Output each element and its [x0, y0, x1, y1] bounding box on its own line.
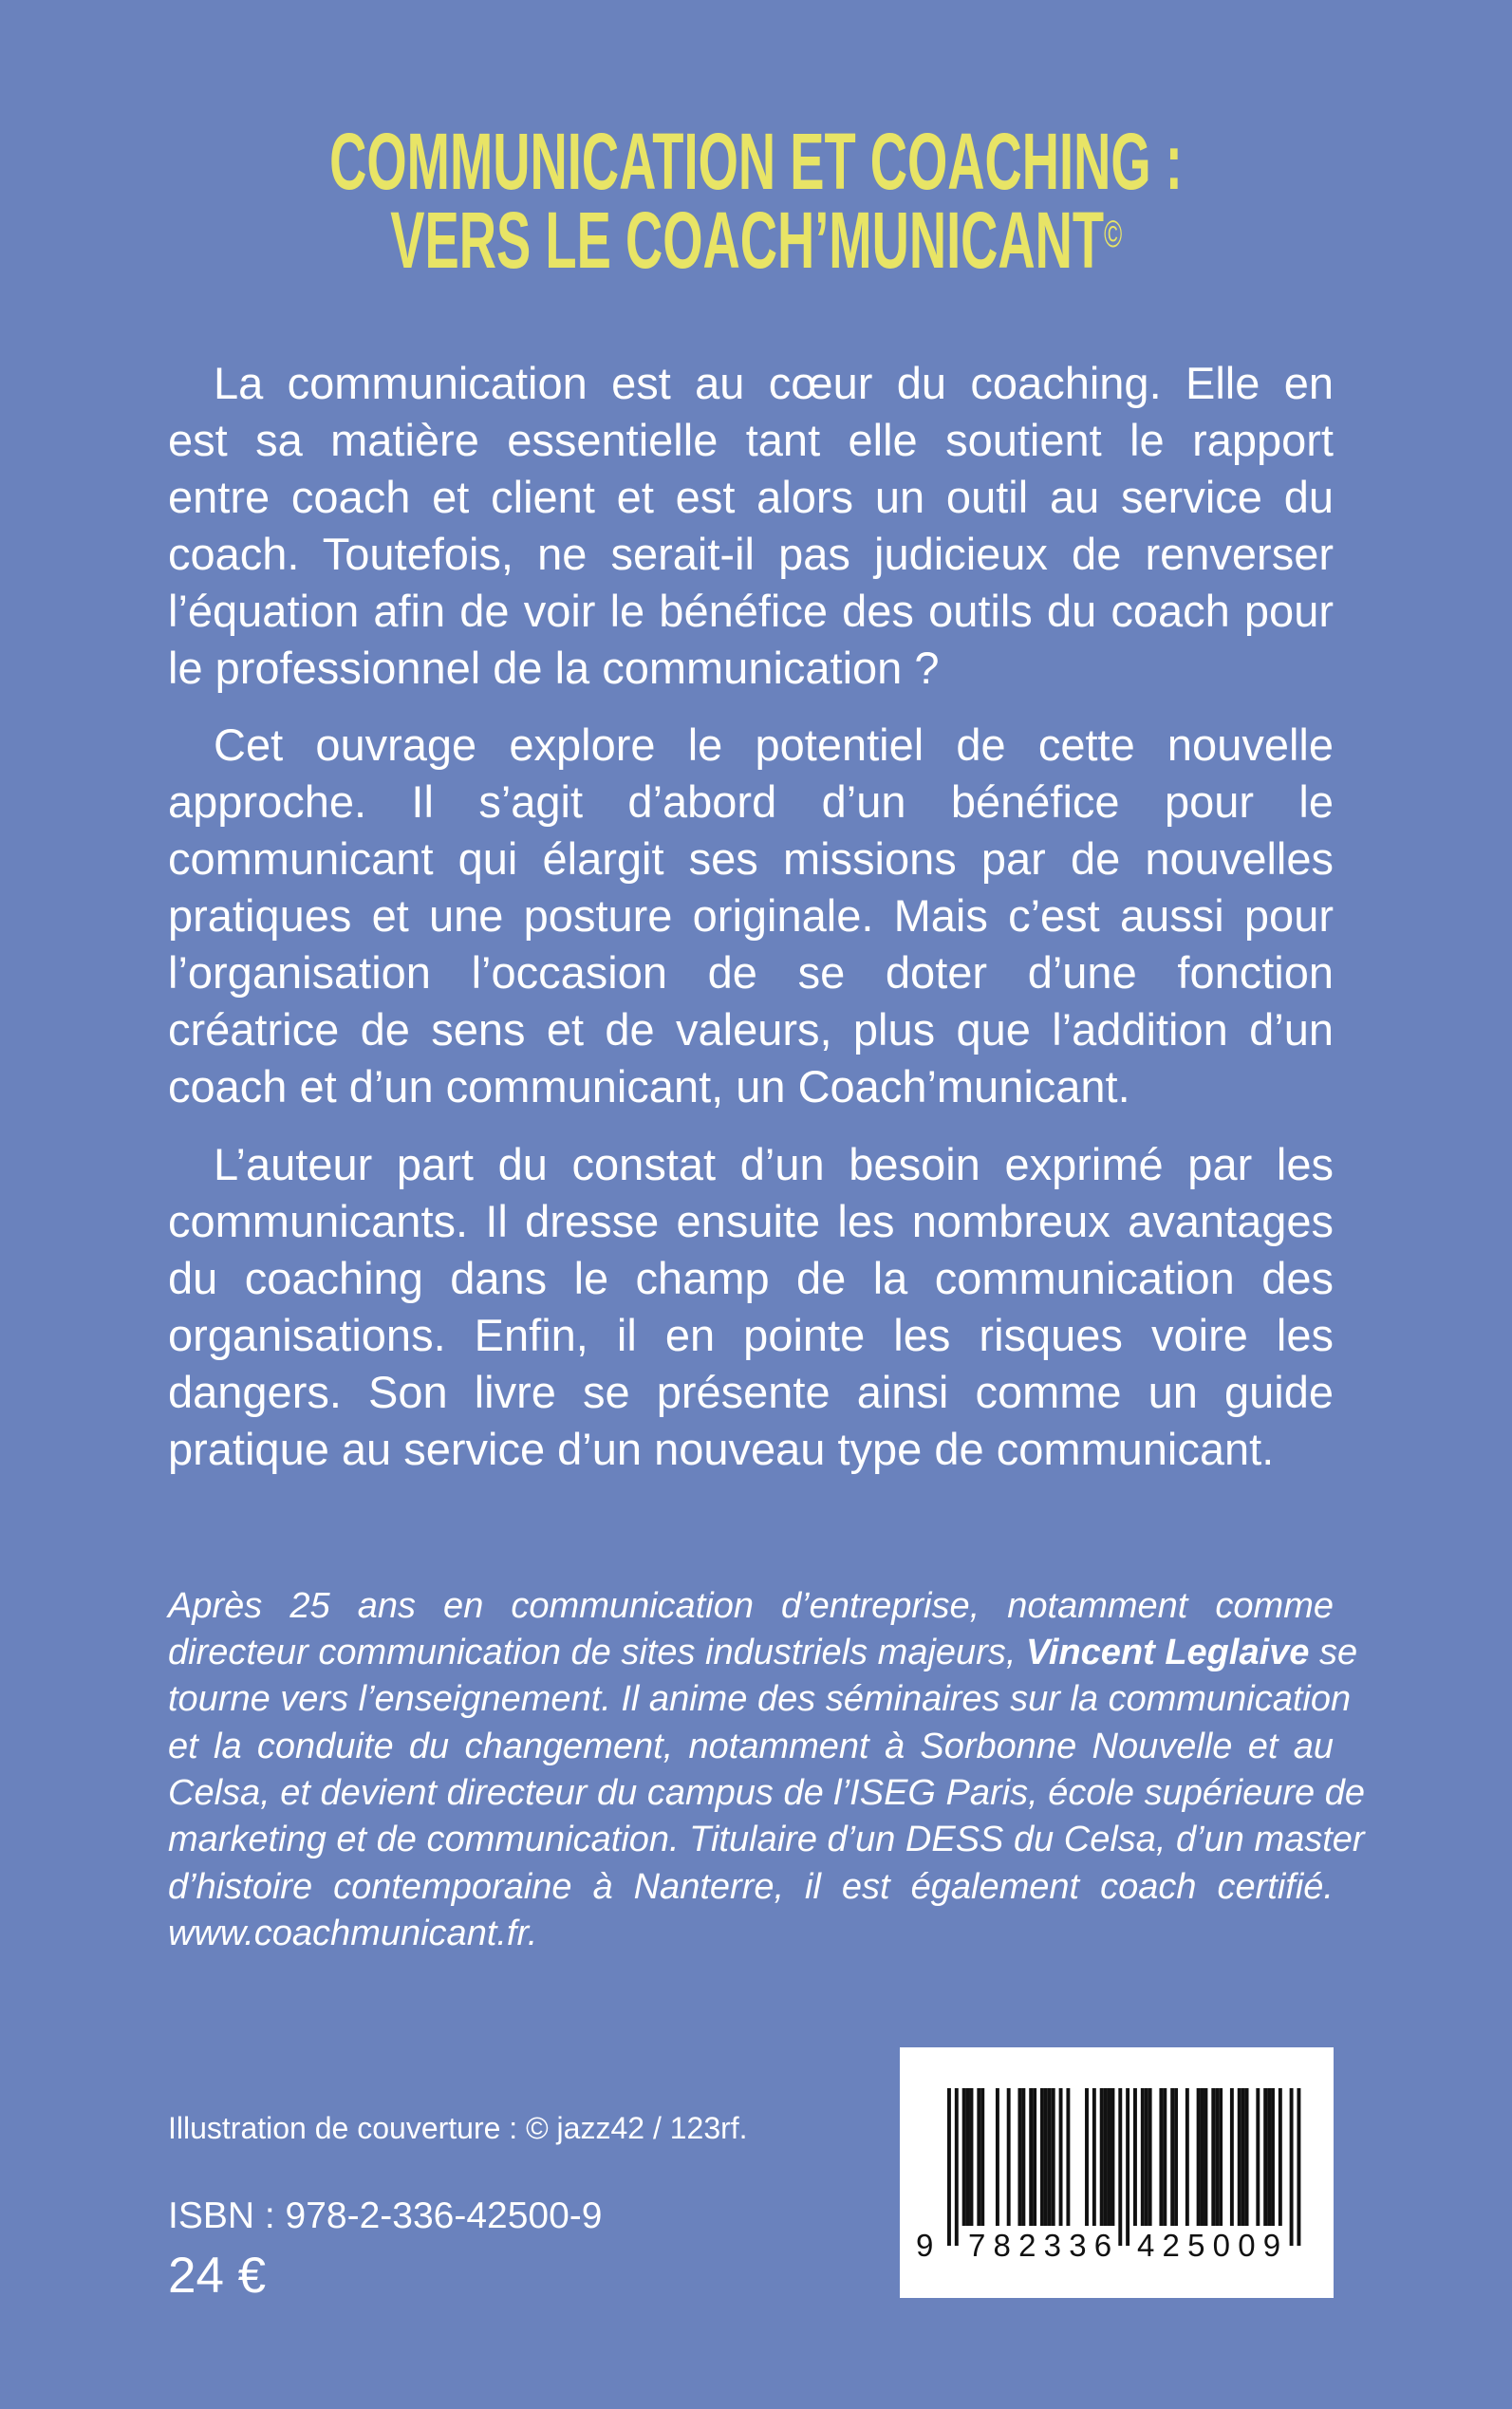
paragraph-line: est sa matière essentielle tant elle soutient le rapport [168, 415, 1334, 465]
paragraph-line: L’auteur part du constat d’un besoin exprimé par les [214, 1139, 1334, 1189]
paragraph-line: entre coach et client et est alors un outil au service du [168, 472, 1334, 522]
paragraph-line: communicants. Il dresse ensuite les nombreux avantages [168, 1196, 1334, 1246]
title-line-1-text: COMMUNICATION ET COACHING : [329, 117, 1183, 206]
paragraph-line: Cet ouvrage explore le potentiel de cette nouvelle [214, 719, 1334, 770]
paragraph-line: l’organisation l’occasion de se doter d’une fonction [168, 947, 1334, 998]
svg-text:425009: 425009 [1137, 2228, 1289, 2263]
svg-text:9: 9 [916, 2228, 934, 2263]
bio-line-suffix: se [1318, 1633, 1358, 1672]
paragraph-line: créatrice de sens et de valeurs, plus que l’addition d’un [168, 1004, 1334, 1055]
paragraph-line: communicant qui élargit ses missions par de nouvelles [168, 833, 1334, 884]
title-line-2-text: VERS LE COACH’MUNICANT [390, 196, 1104, 285]
bio-line [168, 1630, 1358, 1676]
bio-line-text: directeur communication de sites industriels majeurs, [168, 1633, 1017, 1672]
bio-line: d’histoire contemporaine à Nanterre, il est également coach certifié. [168, 1867, 1334, 1907]
paragraph-line: La communication est au cœur du coaching. Elle en [214, 358, 1334, 408]
paragraph-line: organisations. Enfin, il en pointe les risques voire les [168, 1310, 1334, 1360]
paragraph-line: dangers. Son livre se présente ainsi comme un guide [168, 1367, 1334, 1417]
author-name: Vincent Leglaive [1025, 1633, 1310, 1672]
bio-line: tourne vers l’enseignement. Il anime des séminaires sur la communication [168, 1679, 1352, 1719]
paragraph-line: le professionnel de la communication ? [168, 643, 940, 693]
svg-text:782336: 782336 [968, 2228, 1120, 2263]
bio-line: et la conduite du changement, notamment à Sorbonne Nouvelle et au [168, 1727, 1334, 1766]
paragraph-line: pratiques et une posture originale. Mais c’est aussi pour [168, 890, 1334, 941]
bio-line: Celsa, et devient directeur du campus de l’ISEG Paris, école supérieure de [168, 1773, 1365, 1813]
illustration-credit: Illustration de couverture : © jazz42 / 123rf. [168, 2111, 748, 2145]
barcode-icon [900, 2047, 1334, 2298]
paragraph-line: coach et d’un communicant, un Coach’municant. [168, 1061, 1130, 1111]
price-text: 24 € [168, 2248, 267, 2304]
author-website-link[interactable]: www.coachmunicant.fr. [168, 1914, 538, 1953]
title-line-2-wrap [390, 196, 1122, 285]
paragraph-line: l’équation afin de voir le bénéfice des outils du coach pour [168, 586, 1334, 636]
paragraph-line: approche. Il s’agit d’abord d’un bénéfice pour le [168, 776, 1334, 827]
bio-line: marketing et de communication. Titulaire d’un DESS du Celsa, d’un master [168, 1820, 1365, 1859]
book-title-line-2 [0, 196, 1512, 285]
copyright-mark: © [1103, 214, 1122, 255]
barcode [900, 2047, 1334, 2298]
bio-line: Après 25 ans en communication d’entreprise, notamment comme [168, 1586, 1334, 1626]
book-title-line-1 [0, 117, 1512, 206]
paragraph-line: coach. Toutefois, ne serait-il pas judicieux de renverser [168, 529, 1334, 579]
paragraph-line: du coaching dans le champ de la communication des [168, 1253, 1334, 1303]
paragraph-line: pratique au service d’un nouveau type de communicant. [168, 1424, 1275, 1474]
isbn-text: ISBN : 978-2-336-42500-9 [168, 2195, 603, 2236]
